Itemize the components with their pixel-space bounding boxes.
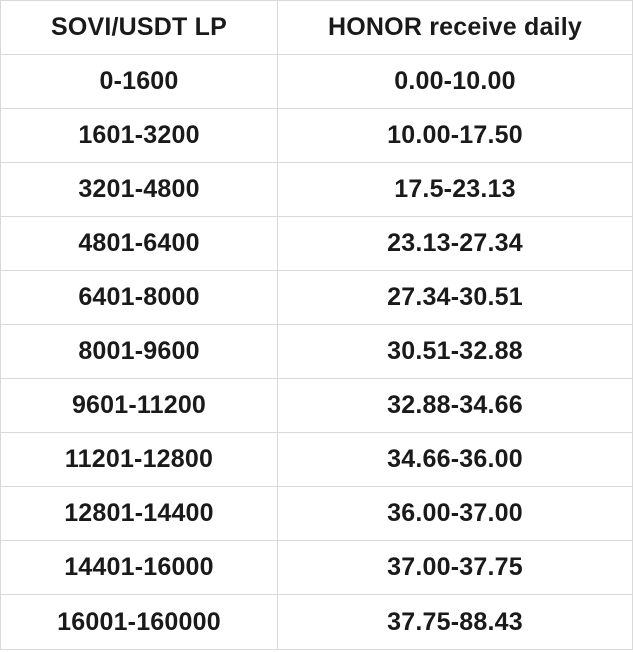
lp-range-cell: 14401-16000 (0, 541, 278, 594)
lp-range-cell: 9601-11200 (0, 379, 278, 432)
table-row (0, 163, 633, 217)
lp-range-cell: 3201-4800 (0, 163, 278, 216)
honor-daily-cell: 37.00-37.75 (278, 541, 633, 594)
table-row (0, 487, 633, 541)
lp-range-cell: 4801-6400 (0, 217, 278, 270)
lp-range-cell: 11201-12800 (0, 433, 278, 486)
honor-daily-cell: 10.00-17.50 (278, 109, 633, 162)
table-row (0, 379, 633, 433)
lp-range-cell: 12801-14400 (0, 487, 278, 540)
table-row (0, 271, 633, 325)
table-row (0, 541, 633, 595)
table-row (0, 595, 633, 650)
table-row (0, 55, 633, 109)
table-header-row (0, 0, 633, 55)
lp-range-cell: 6401-8000 (0, 271, 278, 324)
table-row (0, 433, 633, 487)
lp-range-cell: 8001-9600 (0, 325, 278, 378)
honor-daily-cell: 32.88-34.66 (278, 379, 633, 432)
honor-daily-cell: 30.51-32.88 (278, 325, 633, 378)
table-row (0, 325, 633, 379)
honor-daily-cell: 17.5-23.13 (278, 163, 633, 216)
honor-daily-cell: 34.66-36.00 (278, 433, 633, 486)
honor-daily-cell: 37.75-88.43 (278, 595, 633, 649)
honor-daily-cell: 27.34-30.51 (278, 271, 633, 324)
table-row (0, 109, 633, 163)
header-honor-daily: HONOR receive daily (278, 1, 633, 54)
honor-daily-cell: 23.13-27.34 (278, 217, 633, 270)
honor-daily-cell: 36.00-37.00 (278, 487, 633, 540)
lp-range-cell: 16001-160000 (0, 595, 278, 649)
lp-range-cell: 0-1600 (0, 55, 278, 108)
honor-daily-cell: 0.00-10.00 (278, 55, 633, 108)
header-lp-range: SOVI/USDT LP (0, 1, 278, 54)
lp-range-cell: 1601-3200 (0, 109, 278, 162)
table-row (0, 217, 633, 271)
